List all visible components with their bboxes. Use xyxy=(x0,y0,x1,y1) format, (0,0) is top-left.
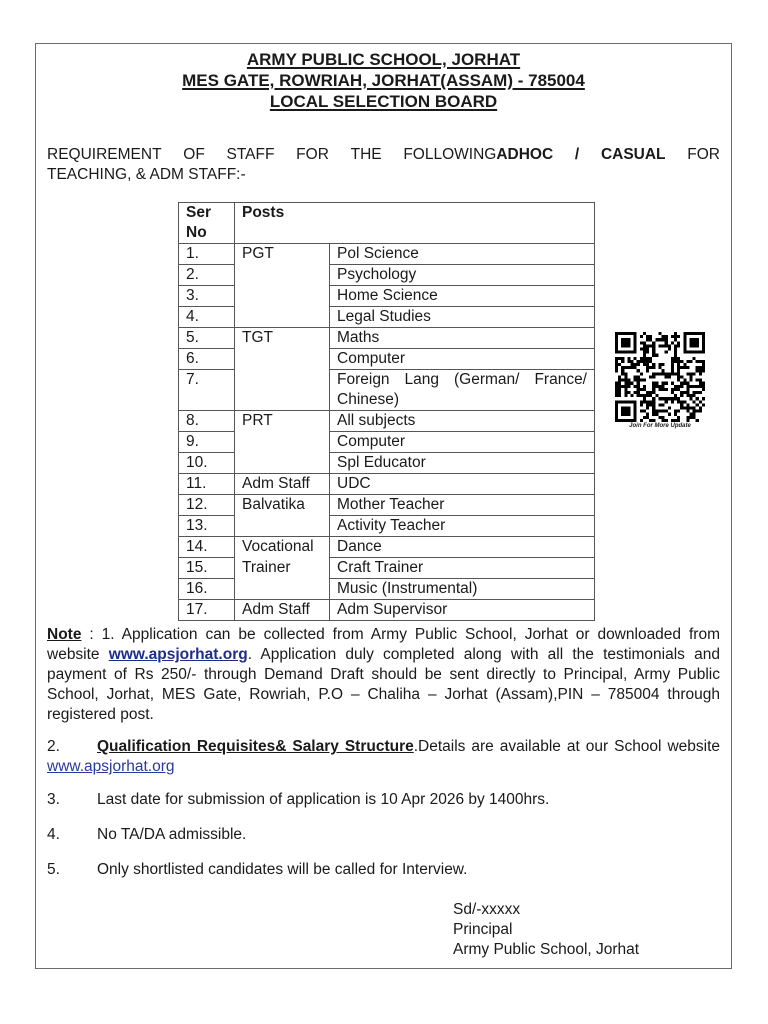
ser-no-cell: 3. xyxy=(179,286,235,307)
note-4-text: No TA/DA admissible. xyxy=(97,826,247,843)
category-cell xyxy=(235,307,330,328)
ser-no-cell: 7. xyxy=(179,370,235,411)
table-row xyxy=(179,349,595,370)
post-cell: Adm Supervisor xyxy=(330,600,595,621)
post-cell: Computer xyxy=(330,432,595,453)
post-cell: Mother Teacher xyxy=(330,495,595,516)
intro-word: FOLLOWINGADHOC xyxy=(403,146,554,163)
table-row xyxy=(179,579,595,600)
category-cell xyxy=(235,453,330,474)
intro-word: THE xyxy=(350,146,382,163)
note-label: Note xyxy=(47,626,82,643)
category-cell xyxy=(235,370,330,411)
table-row xyxy=(179,600,595,621)
category-cell xyxy=(235,349,330,370)
note-1-text: : 1. Application can be collected from Army Public School, Jorhat or downloaded from website xyxy=(47,626,720,663)
table-row xyxy=(179,537,595,558)
notice-frame xyxy=(35,43,732,969)
qr-code-image xyxy=(615,332,705,422)
note-2 xyxy=(47,737,720,777)
category-cell: PGT xyxy=(235,244,330,265)
note-1-text-cont: . Application duly completed along with all the testimonials and payment of Rs 250/- through Demand Draft should be sent directly to Principal, Army Public School, Jorhat, MES Gate, Rowriah, P.O – Chaliha – Jorhat (Assam),PIN – 785004 through registered post. xyxy=(47,646,720,723)
table-row xyxy=(179,474,595,495)
ser-no-cell: 2. xyxy=(179,265,235,286)
intro-word: STAFF xyxy=(226,146,275,163)
signature-school: Army Public School, Jorhat xyxy=(453,941,640,958)
note-2-title: Qualification Requisites& Salary Structure xyxy=(97,738,414,755)
adhoc-label: ADHOC xyxy=(496,146,554,163)
note-2-text: .Details are available at our School website xyxy=(413,738,720,755)
post-cell: Craft Trainer xyxy=(330,558,595,579)
table-row xyxy=(179,286,595,307)
intro-word: OF xyxy=(183,146,205,163)
table-row xyxy=(179,558,595,579)
category-cell: TGT xyxy=(235,328,330,349)
table-row xyxy=(179,495,595,516)
category-cell xyxy=(235,286,330,307)
note-1 xyxy=(47,625,720,725)
website-link[interactable]: www.apsjorhat.org xyxy=(108,646,248,663)
table-row xyxy=(179,432,595,453)
table-row xyxy=(179,370,595,411)
ser-no-cell: 8. xyxy=(179,411,235,432)
note-3-number: 3. xyxy=(47,791,60,808)
requirement-intro xyxy=(47,145,720,185)
ser-no-cell: 6. xyxy=(179,349,235,370)
post-cell: Foreign Lang (German/ France/ Chinese) xyxy=(330,370,595,411)
post-cell: Dance xyxy=(330,537,595,558)
ser-no-cell: 14. xyxy=(179,537,235,558)
note-3 xyxy=(47,790,549,810)
ser-no-cell: 13. xyxy=(179,516,235,537)
category-cell: Vocational xyxy=(235,537,330,558)
qr-code-block xyxy=(613,332,707,429)
post-cell: Psychology xyxy=(330,265,595,286)
note-5-number: 5. xyxy=(47,861,60,878)
category-cell xyxy=(235,516,330,537)
intro-word: FOR xyxy=(687,146,720,163)
signature-title: Principal xyxy=(453,921,513,938)
category-cell: Adm Staff xyxy=(235,474,330,495)
signature-sd: Sd/-xxxxx xyxy=(453,901,521,918)
note-4 xyxy=(47,825,246,845)
category-cell xyxy=(235,432,330,453)
slash: / xyxy=(574,146,580,163)
category-cell: Adm Staff xyxy=(235,600,330,621)
ser-no-cell: 5. xyxy=(179,328,235,349)
website-link-2[interactable]: www.apsjorhat.org xyxy=(47,758,175,775)
post-cell: Computer xyxy=(330,349,595,370)
post-cell: UDC xyxy=(330,474,595,495)
table-header-row xyxy=(179,203,595,244)
intro-line2: TEACHING, & ADM STAFF:- xyxy=(47,166,246,183)
note-3-text: Last date for submission of application is 10 Apr 2026 by 1400hrs. xyxy=(97,791,550,808)
posts-table xyxy=(178,202,595,621)
header-ser-no: Ser No xyxy=(179,203,235,244)
board-title: LOCAL SELECTION BOARD xyxy=(269,92,498,111)
category-cell: Balvatika xyxy=(235,495,330,516)
ser-no-cell: 11. xyxy=(179,474,235,495)
ser-no-cell: 12. xyxy=(179,495,235,516)
ser-no-cell: 16. xyxy=(179,579,235,600)
school-name: ARMY PUBLIC SCHOOL, JORHAT xyxy=(246,50,521,69)
intro-word: REQUIREMENT xyxy=(47,146,162,163)
category-cell: PRT xyxy=(235,411,330,432)
post-cell: All subjects xyxy=(330,411,595,432)
table-row xyxy=(179,516,595,537)
category-cell: Trainer xyxy=(235,558,330,579)
post-cell: Home Science xyxy=(330,286,595,307)
casual-label: CASUAL xyxy=(600,146,666,163)
table-row xyxy=(179,307,595,328)
table-row xyxy=(179,244,595,265)
note-5 xyxy=(47,860,467,880)
intro-word: FOR xyxy=(296,146,329,163)
school-address: MES GATE, ROWRIAH, JORHAT(ASSAM) - 785004 xyxy=(182,71,585,90)
table-row xyxy=(179,328,595,349)
notice-header xyxy=(36,49,731,112)
header-posts: Posts xyxy=(235,203,595,244)
note-4-number: 4. xyxy=(47,826,60,843)
post-cell: Pol Science xyxy=(330,244,595,265)
category-cell xyxy=(235,579,330,600)
ser-no-cell: 4. xyxy=(179,307,235,328)
signature-block xyxy=(453,900,639,960)
table-row xyxy=(179,411,595,432)
qr-caption: Join For More Update xyxy=(629,423,691,429)
post-cell: Spl Educator xyxy=(330,453,595,474)
ser-no-cell: 1. xyxy=(179,244,235,265)
ser-no-cell: 17. xyxy=(179,600,235,621)
table-row xyxy=(179,265,595,286)
note-2-number: 2. xyxy=(47,738,60,755)
note-5-text: Only shortlisted candidates will be called for Interview. xyxy=(97,861,468,878)
table-row xyxy=(179,453,595,474)
post-cell: Music (Instrumental) xyxy=(330,579,595,600)
post-cell: Activity Teacher xyxy=(330,516,595,537)
ser-no-cell: 9. xyxy=(179,432,235,453)
ser-no-cell: 10. xyxy=(179,453,235,474)
category-cell xyxy=(235,265,330,286)
post-cell: Legal Studies xyxy=(330,307,595,328)
ser-no-cell: 15. xyxy=(179,558,235,579)
post-cell: Maths xyxy=(330,328,595,349)
